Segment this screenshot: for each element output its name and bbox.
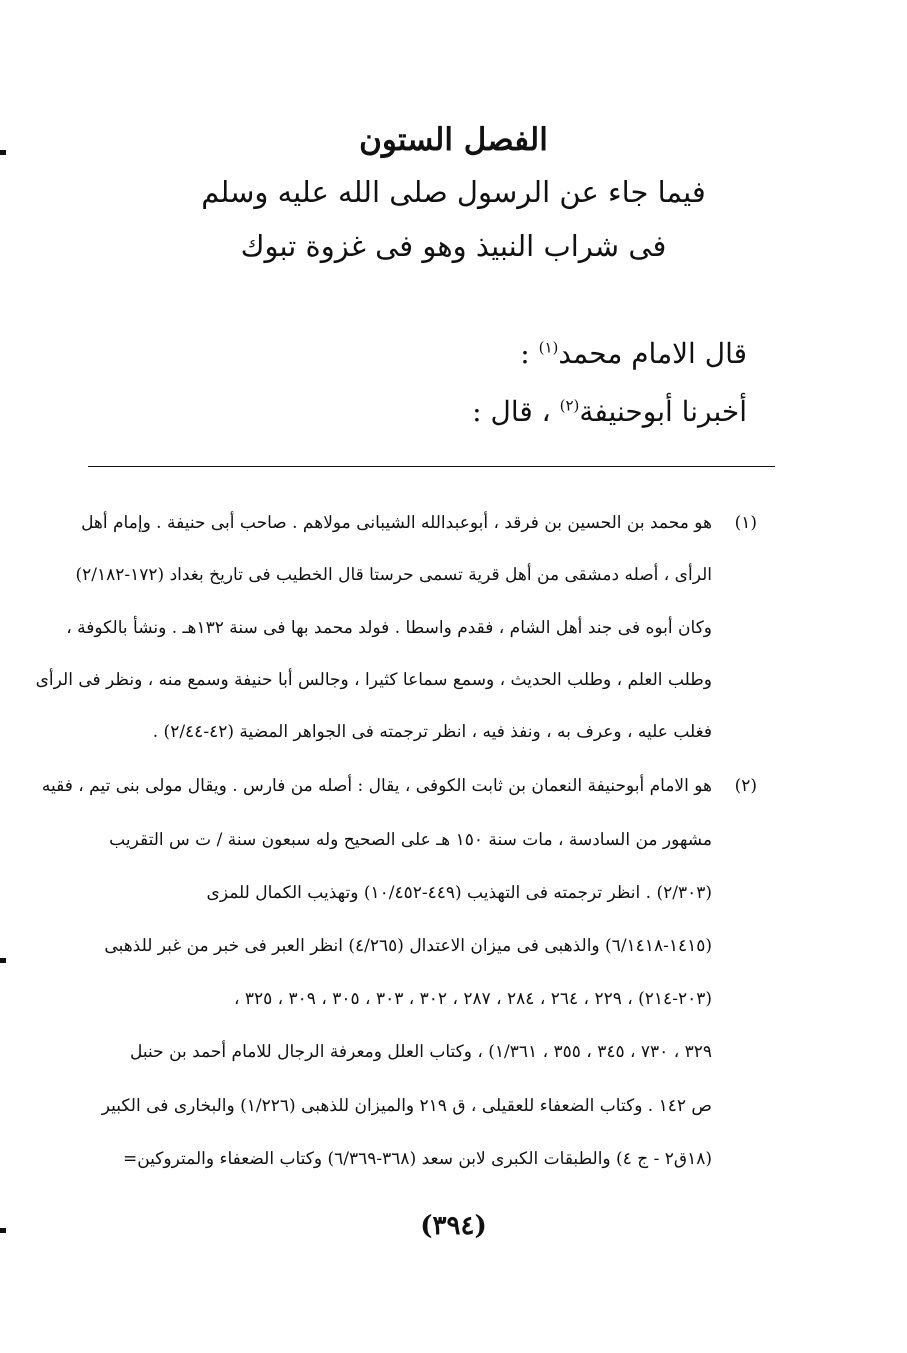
scan-edge-mark bbox=[0, 958, 6, 963]
footnote-2-line: مشهور من السادسة ، مات سنة ١٥٠ هـ على الصحيح وله سبعون سنة / ت س التقريب bbox=[109, 830, 712, 850]
footnote-ref-2[interactable]: (٢) bbox=[559, 396, 580, 415]
footnote-2-line: (٢٠٣-٢١٤) ، ٢٢٩ ، ٢٦٤ ، ٢٨٤ ، ٢٨٧ ، ٣٠٢ ، ٣٠٣ ، ٣٠٥ ، ٣٠٩ ، ٣٢٥ ، bbox=[233, 989, 712, 1009]
footnote-separator bbox=[88, 466, 775, 467]
chapter-subtitle-line-2: فى شراب النبيذ وهو فى غزوة تبوك bbox=[240, 229, 667, 263]
chapter-title: الفصل الستون bbox=[359, 122, 548, 158]
chapter-subtitle-line-1: فيما جاء عن الرسول صلى الله عليه وسلم bbox=[201, 175, 706, 209]
footnote-1-line: هو محمد بن الحسين بن فرقد ، أبوعبدالله الشيبانى مولاهم . صاحب أبى حنيفة . وإمام أهل bbox=[81, 513, 712, 533]
footnote-1-line: الرأى ، أصله دمشقى من أهل قرية تسمى حرستا قال الخطيب فى تاريخ بغداد (١٧٢-٢/١٨٢) bbox=[75, 565, 712, 585]
footnote-ref-1[interactable]: (١) bbox=[538, 338, 559, 357]
footnote-2-line: (١٨ق٢ - ج ٤) والطبقات الكبرى لابن سعد (٣٦٨-٦/٣٦٩) وكتاب الضعفاء والمتروكين= bbox=[122, 1149, 712, 1169]
footnote-1-line: وكان أبوه فى جند أهل الشام ، فقدم واسطا . فولد محمد بها فى سنة ١٣٢هـ . ونشأ بالكوفة ، bbox=[66, 618, 712, 638]
intro-line-1-tail: : bbox=[520, 337, 539, 370]
footnote-2-line: هو الامام أبوحنيفة النعمان بن ثابت الكوفى ، يقال : أصله من فارس . ويقال مولى بنى تيم ، فقيه bbox=[41, 776, 712, 796]
intro-line-1-text: قال الامام محمد bbox=[558, 337, 747, 370]
footnote-2-line: (١٤١٥-٦/١٤١٨) والذهبى فى ميزان الاعتدال (٤/٢٦٥) انظر العبر فى خبر من غبر للذهبى bbox=[104, 936, 712, 956]
intro-line-2 bbox=[147, 392, 747, 432]
footnote-1-line: فغلب عليه ، وعرف به ، ونفذ فيه ، انظر ترجمته فى الجواهر المضية (٤٢-٢/٤٤) . bbox=[152, 722, 712, 742]
intro-line-2-text: أخبرنا أبوحنيفة bbox=[579, 395, 747, 428]
intro-line-1 bbox=[147, 334, 747, 374]
footnote-1-number: (١) bbox=[734, 513, 757, 533]
footnote-2-line: ٣٢٩ ، ٧٣٠ ، ٣٤٥ ، ٣٥٥ ، ١/٣٦١) ، وكتاب العلل ومعرفة الرجال للامام أحمد بن حنبل bbox=[130, 1042, 712, 1062]
footnote-2-line: (٢/٣٠٣) . انظر ترجمته فى التهذيب (٤٤٩-١٠/٤٥٢) وتهذيب الكمال للمزى bbox=[206, 883, 712, 903]
footnote-2-line: ص ١٤٢ . وكتاب الضعفاء للعقيلى ، ق ٢١٩ والميزان للذهبى (١/٢٢٦) والبخارى فى الكبير bbox=[101, 1096, 712, 1116]
page-number: (٣٩٤) bbox=[420, 1211, 487, 1241]
footnote-2-number: (٢) bbox=[734, 776, 757, 796]
footnote-1-line: وطلب العلم ، وطلب الحديث ، وسمع سماعا كثيرا ، وجالس أبا حنيفة وسمع منه ، ونظر فى الرأى bbox=[35, 670, 712, 690]
intro-line-2-tail: ، قال : bbox=[472, 395, 560, 428]
